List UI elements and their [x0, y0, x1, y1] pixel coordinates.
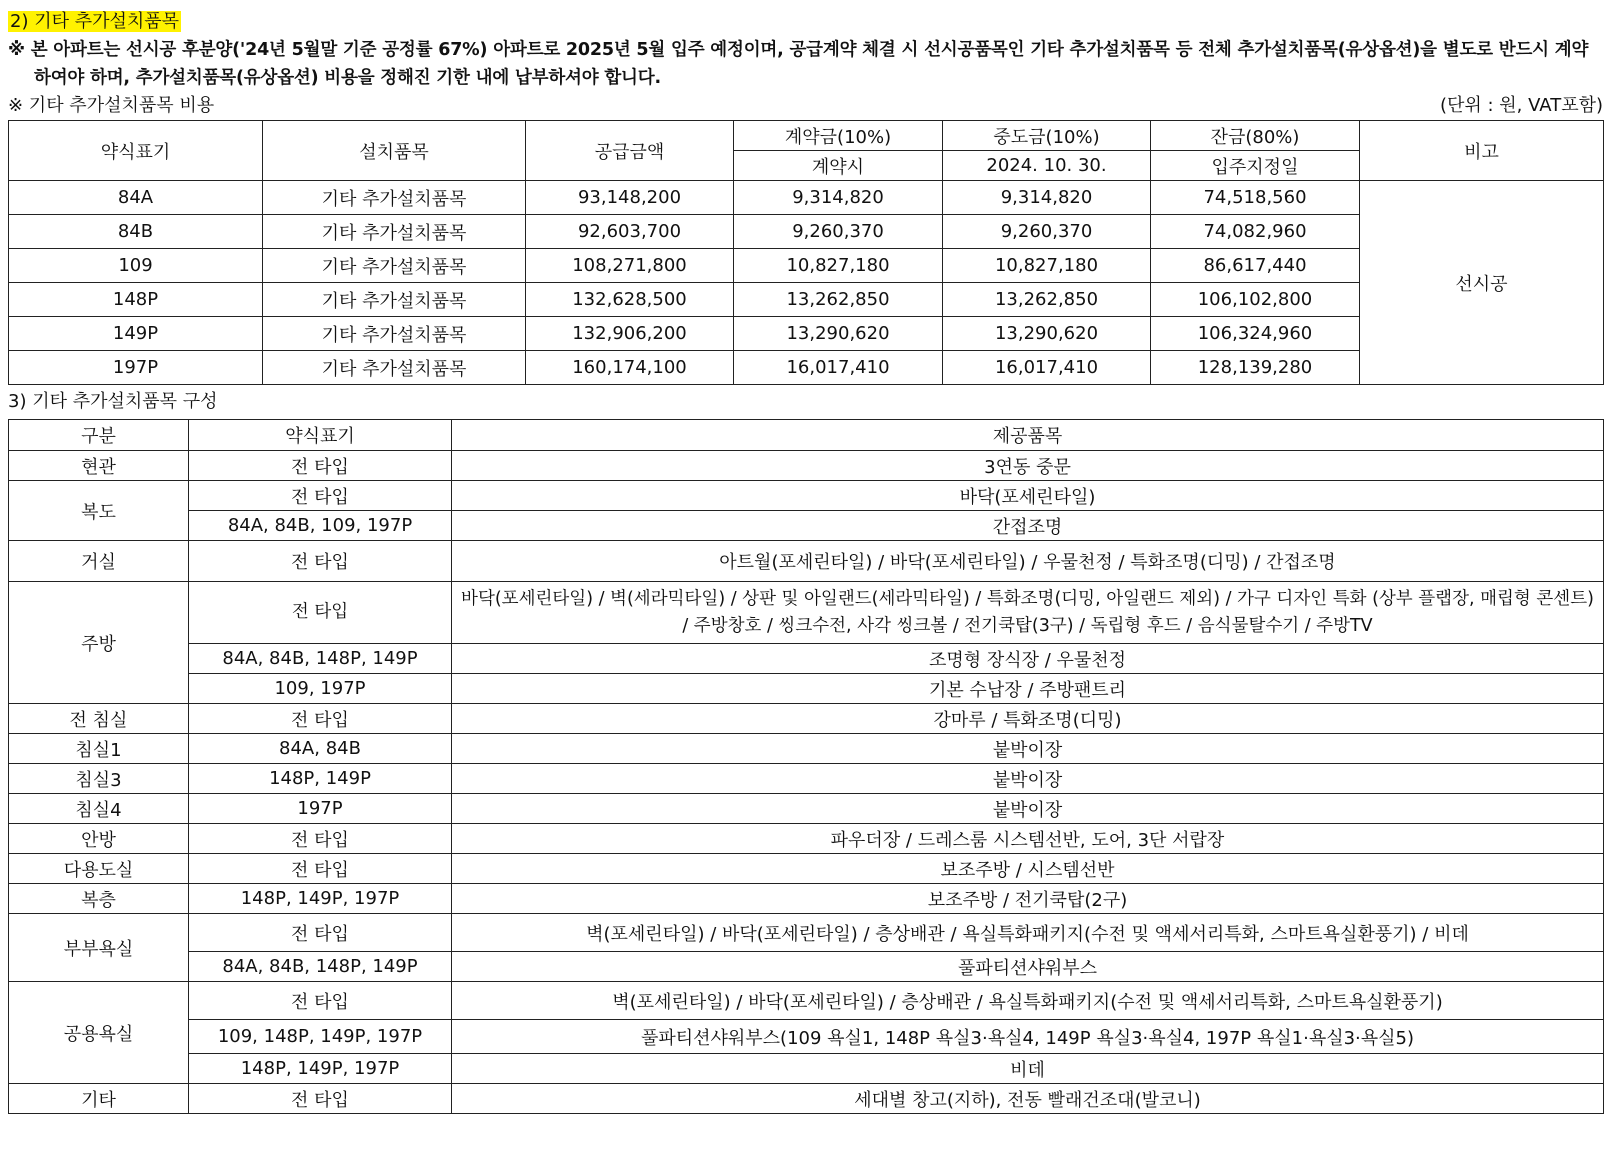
- cell-type: 84B: [9, 215, 263, 249]
- cell-category: 전 침실: [9, 704, 189, 734]
- section3-title: 3) 기타 추가설치품목 구성: [8, 391, 218, 412]
- cell-note: 선시공: [1360, 181, 1604, 385]
- cell-type: 197P: [189, 794, 452, 824]
- cell-category: 복도: [9, 481, 189, 541]
- table-row: [9, 982, 1604, 1020]
- cell-items: 붙박이장: [452, 764, 1604, 794]
- cell-deposit: 10,827,180: [734, 249, 943, 283]
- cell-category: 부부욕실: [9, 914, 189, 982]
- cell-middle: 13,290,620: [943, 317, 1151, 351]
- composition-table: [8, 419, 1604, 1114]
- cost-caption-row: [8, 92, 1603, 120]
- cell-middle: 13,262,850: [943, 283, 1151, 317]
- cell-price: 108,271,800: [526, 249, 734, 283]
- section2-title-highlight: 2) 기타 추가설치품목: [10, 11, 180, 32]
- cell-item: 기타 추가설치품목: [263, 181, 526, 215]
- cell-deposit: 13,262,850: [734, 283, 943, 317]
- cost-header-row: [9, 121, 1604, 151]
- cost-header-balance-when: 입주지정일: [1151, 151, 1360, 181]
- cell-type: 전 타입: [189, 854, 452, 884]
- cell-category: 침실4: [9, 794, 189, 824]
- table-row: [9, 764, 1604, 794]
- cell-type: 109: [9, 249, 263, 283]
- cost-header-deposit-when: 계약시: [734, 151, 943, 181]
- cell-items: 보조주방 / 전기쿡탑(2구): [452, 884, 1604, 914]
- table-row: [9, 734, 1604, 764]
- cell-balance: 128,139,280: [1151, 351, 1360, 385]
- cell-deposit: 9,260,370: [734, 215, 943, 249]
- header-items: 제공품목: [452, 420, 1604, 451]
- cell-price: 93,148,200: [526, 181, 734, 215]
- cell-item: 기타 추가설치품목: [263, 317, 526, 351]
- table-row: [9, 582, 1604, 644]
- cell-type: 전 타입: [189, 481, 452, 511]
- cell-deposit: 9,314,820: [734, 181, 943, 215]
- cell-items: 간접조명: [452, 511, 1604, 541]
- cell-type: 197P: [9, 351, 263, 385]
- cell-items: 비데: [452, 1054, 1604, 1084]
- cell-category: 침실3: [9, 764, 189, 794]
- cell-items: 바닥(포세린타일): [452, 481, 1604, 511]
- cell-price: 160,174,100: [526, 351, 734, 385]
- cell-items: 보조주방 / 시스템선반: [452, 854, 1604, 884]
- unit-label: (단위 : 원, VAT포함): [1439, 95, 1603, 116]
- header-category: 구분: [9, 420, 189, 451]
- cell-item: 기타 추가설치품목: [263, 351, 526, 385]
- cell-items: 붙박이장: [452, 794, 1604, 824]
- cost-caption: ※ 기타 추가설치품목 비용: [8, 95, 215, 116]
- cell-items: 3연동 중문: [452, 451, 1604, 481]
- cost-header-item: 설치품목: [263, 121, 526, 181]
- cell-deposit: 13,290,620: [734, 317, 943, 351]
- cell-type: 148P, 149P, 197P: [189, 884, 452, 914]
- table-row: [9, 704, 1604, 734]
- cell-category: 안방: [9, 824, 189, 854]
- cell-type: 전 타입: [189, 451, 452, 481]
- table-row: [9, 644, 1604, 674]
- table-row: [9, 674, 1604, 704]
- cell-item: 기타 추가설치품목: [263, 215, 526, 249]
- cell-type: 전 타입: [189, 582, 452, 644]
- cell-type: 149P: [9, 317, 263, 351]
- cost-header-middle-when: 2024. 10. 30.: [943, 151, 1151, 181]
- cell-type: 전 타입: [189, 824, 452, 854]
- table-row: [9, 181, 1604, 215]
- cost-header-middle: 중도금(10%): [943, 121, 1151, 151]
- cell-balance: 86,617,440: [1151, 249, 1360, 283]
- cell-balance: 106,102,800: [1151, 283, 1360, 317]
- header-type: 약식표기: [189, 420, 452, 451]
- cell-type: 109, 197P: [189, 674, 452, 704]
- cell-items: 기본 수납장 / 주방팬트리: [452, 674, 1604, 704]
- cell-price: 92,603,700: [526, 215, 734, 249]
- cell-type: 84A, 84B, 148P, 149P: [189, 644, 452, 674]
- cell-type: 84A, 84B: [189, 734, 452, 764]
- cost-table: [8, 120, 1604, 385]
- cell-type: 전 타입: [189, 704, 452, 734]
- cell-items: 세대별 창고(지하), 전동 빨래건조대(발코니): [452, 1084, 1604, 1114]
- cell-items: 바닥(포세린타일) / 벽(세라믹타일) / 상판 및 아일랜드(세라믹타일) / 특화조명(디밍, 아일랜드 제외) / 가구 디자인 특화 (상부 플랩장, 매립형 콘센트) / 주방창호 / 씽크수전, 사각 씽크볼 / 전기쿡탑(3구) / 독립형 후드 / 음식물탈수기 / 주방TV: [452, 582, 1604, 644]
- cell-deposit: 16,017,410: [734, 351, 943, 385]
- cell-category: 현관: [9, 451, 189, 481]
- cell-middle: 9,260,370: [943, 215, 1151, 249]
- cost-header-balance: 잔금(80%): [1151, 121, 1360, 151]
- section2-notice: ※ 본 아파트는 선시공 후분양('24년 5월말 기준 공정률 67%) 아파트로 2025년 5월 입주 예정이며, 공급계약 체결 시 선시공품목인 기타 추가설치품목 등 전체 추가설치품목(유상옵션)을 별도로 반드시 계약하여야 하며, 추가설치품목(유상옵션) 비용을 정해진 기한 내에 납부하셔야 합니다.: [8, 40, 1589, 88]
- cell-type: 84A, 84B, 148P, 149P: [189, 952, 452, 982]
- table-row: [9, 451, 1604, 481]
- table-row: [9, 1020, 1604, 1054]
- cell-type: 109, 148P, 149P, 197P: [189, 1020, 452, 1054]
- cell-type: 84A: [9, 181, 263, 215]
- cell-type: 84A, 84B, 109, 197P: [189, 511, 452, 541]
- cell-price: 132,628,500: [526, 283, 734, 317]
- cell-type: 전 타입: [189, 914, 452, 952]
- cell-balance: 74,082,960: [1151, 215, 1360, 249]
- cell-category: 주방: [9, 582, 189, 704]
- table-row: [9, 1054, 1604, 1084]
- cost-header-type: 약식표기: [9, 121, 263, 181]
- cell-type: 148P: [9, 283, 263, 317]
- table-row: [9, 511, 1604, 541]
- cell-category: 기타: [9, 1084, 189, 1114]
- cell-item: 기타 추가설치품목: [263, 283, 526, 317]
- cell-type: 전 타입: [189, 1084, 452, 1114]
- cell-items: 벽(포세린타일) / 바닥(포세린타일) / 층상배관 / 욕실특화패키지(수전 및 액세서리특화, 스마트욕실환풍기): [452, 982, 1604, 1020]
- table-row: [9, 854, 1604, 884]
- cost-header-deposit: 계약금(10%): [734, 121, 943, 151]
- cell-items: 아트월(포세린타일) / 바닥(포세린타일) / 우물천정 / 특화조명(디밍) / 간접조명: [452, 541, 1604, 582]
- cost-header-note: 비고: [1360, 121, 1604, 181]
- cell-items: 파우더장 / 드레스룸 시스템선반, 도어, 3단 서랍장: [452, 824, 1604, 854]
- table-row: [9, 1084, 1604, 1114]
- cell-category: 복층: [9, 884, 189, 914]
- cost-header-price: 공급금액: [526, 121, 734, 181]
- cell-items: 벽(포세린타일) / 바닥(포세린타일) / 층상배관 / 욕실특화패키지(수전 및 액세서리특화, 스마트욕실환풍기) / 비데: [452, 914, 1604, 952]
- cell-category: 거실: [9, 541, 189, 582]
- cell-category: 침실1: [9, 734, 189, 764]
- cell-items: 조명형 장식장 / 우물천정: [452, 644, 1604, 674]
- cell-balance: 106,324,960: [1151, 317, 1360, 351]
- table-row: [9, 914, 1604, 952]
- cell-items: 풀파티션샤워부스(109 욕실1, 148P 욕실3·욕실4, 149P 욕실3·욕실4, 197P 욕실1·욕실3·욕실5): [452, 1020, 1604, 1054]
- cell-items: 붙박이장: [452, 734, 1604, 764]
- cell-items: 풀파티션샤워부스: [452, 952, 1604, 982]
- cell-items: 강마루 / 특화조명(디밍): [452, 704, 1604, 734]
- cell-middle: 9,314,820: [943, 181, 1151, 215]
- cell-category: 다용도실: [9, 854, 189, 884]
- cell-type: 148P, 149P: [189, 764, 452, 794]
- cell-middle: 16,017,410: [943, 351, 1151, 385]
- table-row: [9, 884, 1604, 914]
- cell-balance: 74,518,560: [1151, 181, 1360, 215]
- table-row: [9, 794, 1604, 824]
- cell-type: 전 타입: [189, 982, 452, 1020]
- table-row: [9, 541, 1604, 582]
- cell-category: 공용욕실: [9, 982, 189, 1084]
- table-row: [9, 824, 1604, 854]
- cell-item: 기타 추가설치품목: [263, 249, 526, 283]
- table-row: [9, 481, 1604, 511]
- section2-title: [8, 8, 1603, 36]
- table-row: [9, 952, 1604, 982]
- composition-header-row: [9, 420, 1604, 451]
- cell-price: 132,906,200: [526, 317, 734, 351]
- cell-type: 전 타입: [189, 541, 452, 582]
- cell-type: 148P, 149P, 197P: [189, 1054, 452, 1084]
- cell-middle: 10,827,180: [943, 249, 1151, 283]
